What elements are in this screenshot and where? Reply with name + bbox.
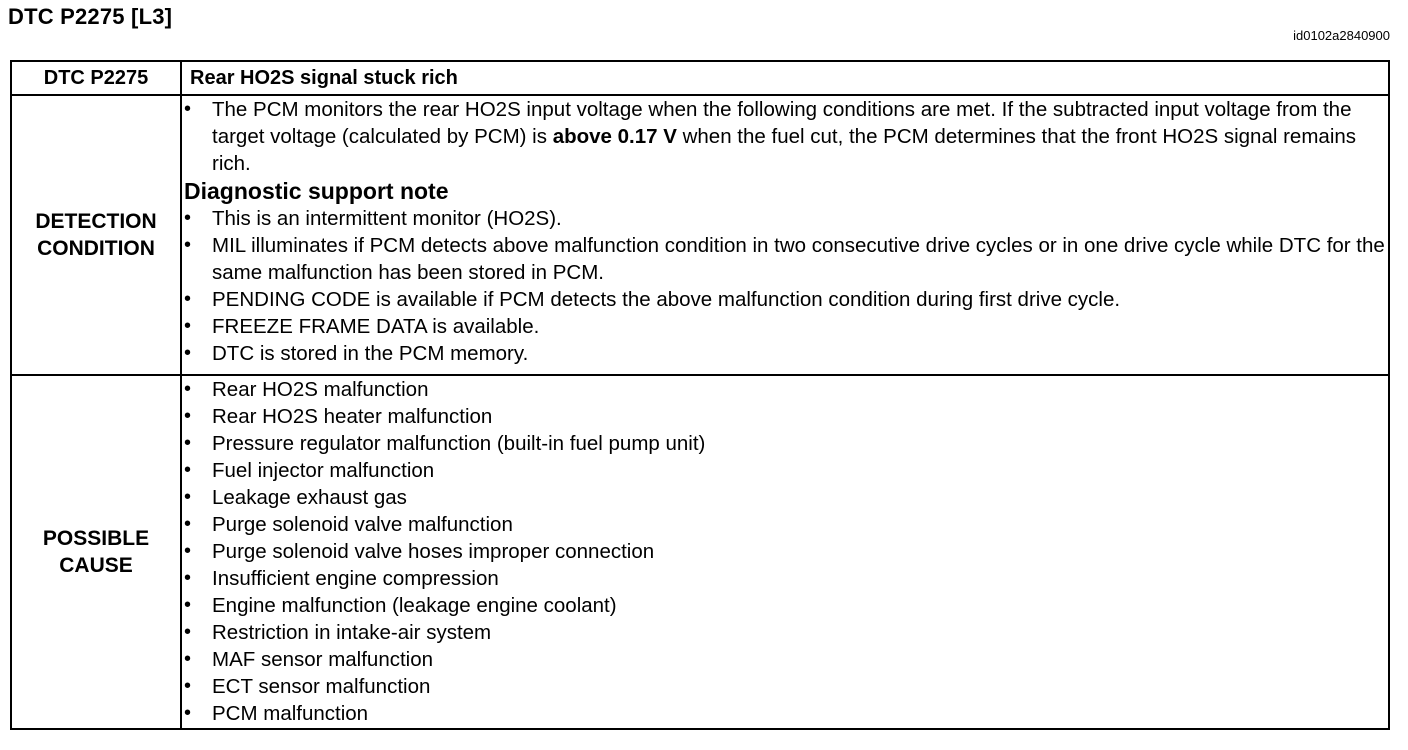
possible-cause-row — [11, 375, 1389, 729]
list-item: • MAF sensor malfunction — [182, 646, 1388, 673]
list-item: • DTC is stored in the PCM memory. — [182, 340, 1388, 367]
list-item: • Pressure regulator malfunction (built-in fuel pump unit) — [182, 430, 1388, 457]
list-item: • ECT sensor malfunction — [182, 673, 1388, 700]
table-header-row — [11, 61, 1389, 95]
dtc-table — [10, 60, 1390, 730]
list-item: • MIL illuminates if PCM detects above malfunction condition in two consecutive drive cycles or in one drive cycle while DTC for the same malfunction has been stored in PCM. — [182, 232, 1388, 286]
possible-cause-list — [182, 376, 1388, 727]
diagnostic-notes-list — [182, 205, 1388, 367]
detection-label-line2: CONDITION — [37, 237, 155, 260]
detection-intro-after: when the fuel cut, the PCM determines that the front HO2S signal remains rich. — [212, 125, 1357, 175]
diagnostic-note-heading: Diagnostic support note — [184, 178, 449, 204]
dtc-title-cell: Rear HO2S signal stuck rich — [181, 61, 1389, 95]
list-item: • This is an intermittent monitor (HO2S). — [182, 205, 1388, 232]
list-item: • Purge solenoid valve hoses improper connection — [182, 538, 1388, 565]
list-item: • FREEZE FRAME DATA is available. — [182, 313, 1388, 340]
list-item: • PENDING CODE is available if PCM detects the above malfunction condition during first drive cycle. — [182, 286, 1388, 313]
dtc-code-cell: DTC P2275 — [11, 61, 181, 95]
detection-intro-before: The PCM monitors the rear HO2S input voltage when the following conditions are met. If the subtracted input voltage from the target voltage (calculated by PCM) is — [212, 98, 1352, 148]
detection-intro-item — [182, 96, 1388, 177]
list-item: • Fuel injector malfunction — [182, 457, 1388, 484]
detection-condition-label — [11, 95, 181, 375]
list-item: • Leakage exhaust gas — [182, 484, 1388, 511]
list-item: • PCM malfunction — [182, 700, 1388, 727]
list-item: • Rear HO2S malfunction — [182, 376, 1388, 403]
possible-cause-label — [11, 375, 181, 729]
cause-label-line1: POSSIBLE — [42, 527, 150, 550]
detection-label-line1: DETECTION — [35, 210, 157, 233]
detection-condition-row — [11, 95, 1389, 375]
list-item: • Purge solenoid valve malfunction — [182, 511, 1388, 538]
detection-condition-content — [181, 95, 1389, 375]
list-item: • Rear HO2S heater malfunction — [182, 403, 1388, 430]
detection-intro-list — [182, 96, 1388, 177]
page-title: DTC P2275 [L3] — [8, 4, 173, 29]
document-id: id0102a2840900 — [1293, 28, 1390, 43]
list-item: • Insufficient engine compression — [182, 565, 1388, 592]
list-item: • Engine malfunction (leakage engine coolant) — [182, 592, 1388, 619]
detection-threshold: above 0.17 V — [552, 125, 677, 148]
list-item: • Restriction in intake-air system — [182, 619, 1388, 646]
cause-label-line2: CAUSE — [59, 554, 133, 577]
possible-cause-content — [181, 375, 1389, 729]
